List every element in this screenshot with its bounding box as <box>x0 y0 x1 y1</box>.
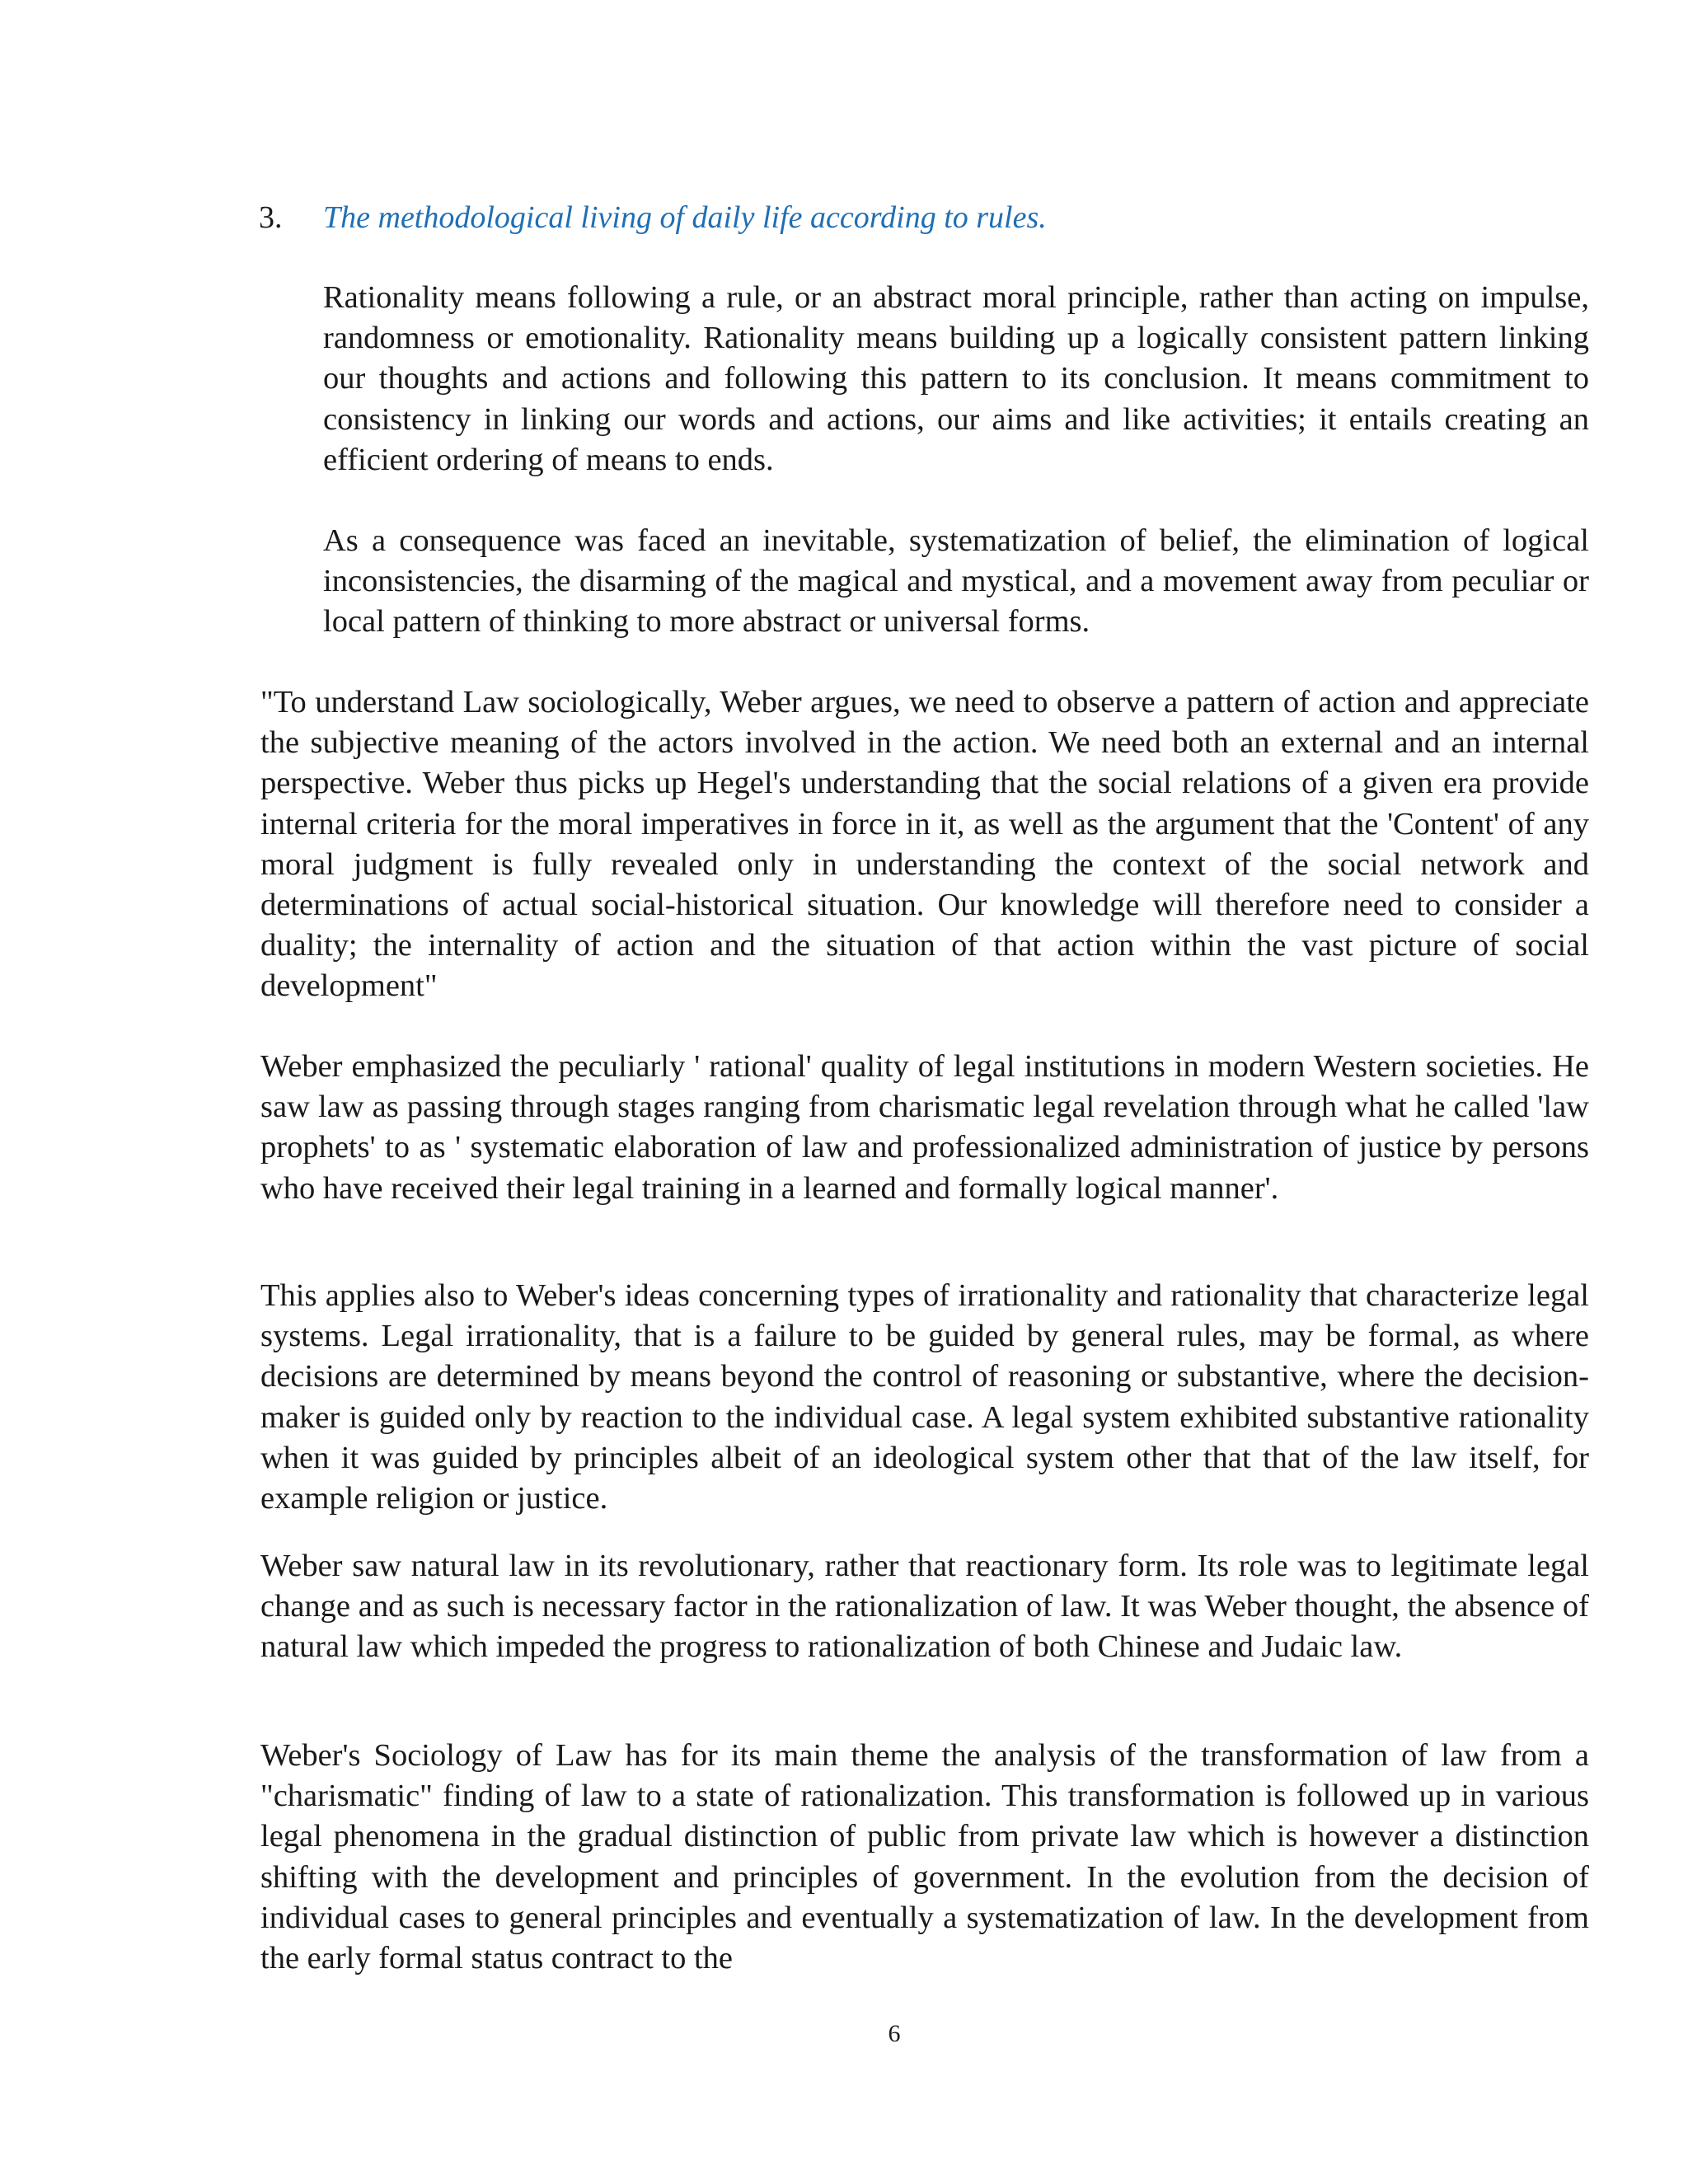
section-number: 3. <box>259 200 283 235</box>
page-number: 6 <box>888 2020 901 2047</box>
paragraph-sociology-of-law: Weber's Sociology of Law has for its main theme the analysis of the transformation of law from a "charismatic" finding of law to a state of rationalization. This transformation is followed up in various legal phenomena in the gradual distinction of public from private law which is however a distinction shifting with the development and principles of government. In the evolution from the decision of individual cases to general principles and eventually a systematization of law. In the development from the early formal status contract to the <box>260 1738 1589 1976</box>
paragraph-rationality-definition: Rationality means following a rule, or an abstract moral principle, rather than acting on impulse, randomness or emotionality. Rationality means building up a logically consistent pattern linking our thoughts and actions and following this pattern to its conclusion. It means commitment to consistency in linking our words and actions, our aims and like activities; it entails creating an efficient ordering of means to ends. <box>323 280 1589 477</box>
paragraph-weber-quote: "To understand Law sociologically, Weber argues, we need to observe a pattern of action and appreciate the subjective meaning of the actors involved in the action. We need both an external and an internal perspective. Weber thus picks up Hegel's understanding that the social relations of a given era provide internal criteria for the moral imperatives in force in it, as well as the argument that the 'Content' of any moral judgment is fully revealed only in understanding the context of the social network and determinations of actual social-historical situation. Our knowledge will therefore need to consider a duality; the internality of action and the situation of that action within the vast picture of social development" <box>260 685 1589 1004</box>
paragraph-consequence: As a consequence was faced an inevitable, systematization of belief, the elimination of logical inconsistencies, the disarming of the magical and mystical, and a movement away from peculiar or local pattern of thinking to more abstract or universal forms. <box>323 523 1589 640</box>
paragraph-rational-quality: Weber emphasized the peculiarly ' rational' quality of legal institutions in modern Western societies. He saw law as passing through stages ranging from charismatic legal revelation through what he called 'law prophets' to as ' systematic elaboration of law and professionalized administration of justice by persons who have received their legal training in a learned and formally logical manner'. <box>260 1049 1589 1206</box>
paragraph-natural-law: Weber saw natural law in its revolutionary, rather that reactionary form. Its role was to legitimate legal change and as such is necessary factor in the rationalization of law. It was Weber thought, the absence of natural law which impeded the progress to rationalization of both Chinese and Judaic law. <box>260 1549 1589 1665</box>
section-title: The methodological living of daily life according to rules. <box>323 200 1047 235</box>
paragraph-irrationality-types: This applies also to Weber's ideas concerning types of irrationality and rationality that characterize legal systems. Legal irrationality, that is a failure to be guided by general rules, may be formal, as where decisions are determined by means beyond the control of reasoning or substantive, where the decision- maker is guided only by reaction to the individual case. A legal system exhibited substantive rationality when it was guided by principles albeit of an ideological system other that that of the law itself, for example religion or justice. <box>260 1278 1589 1516</box>
